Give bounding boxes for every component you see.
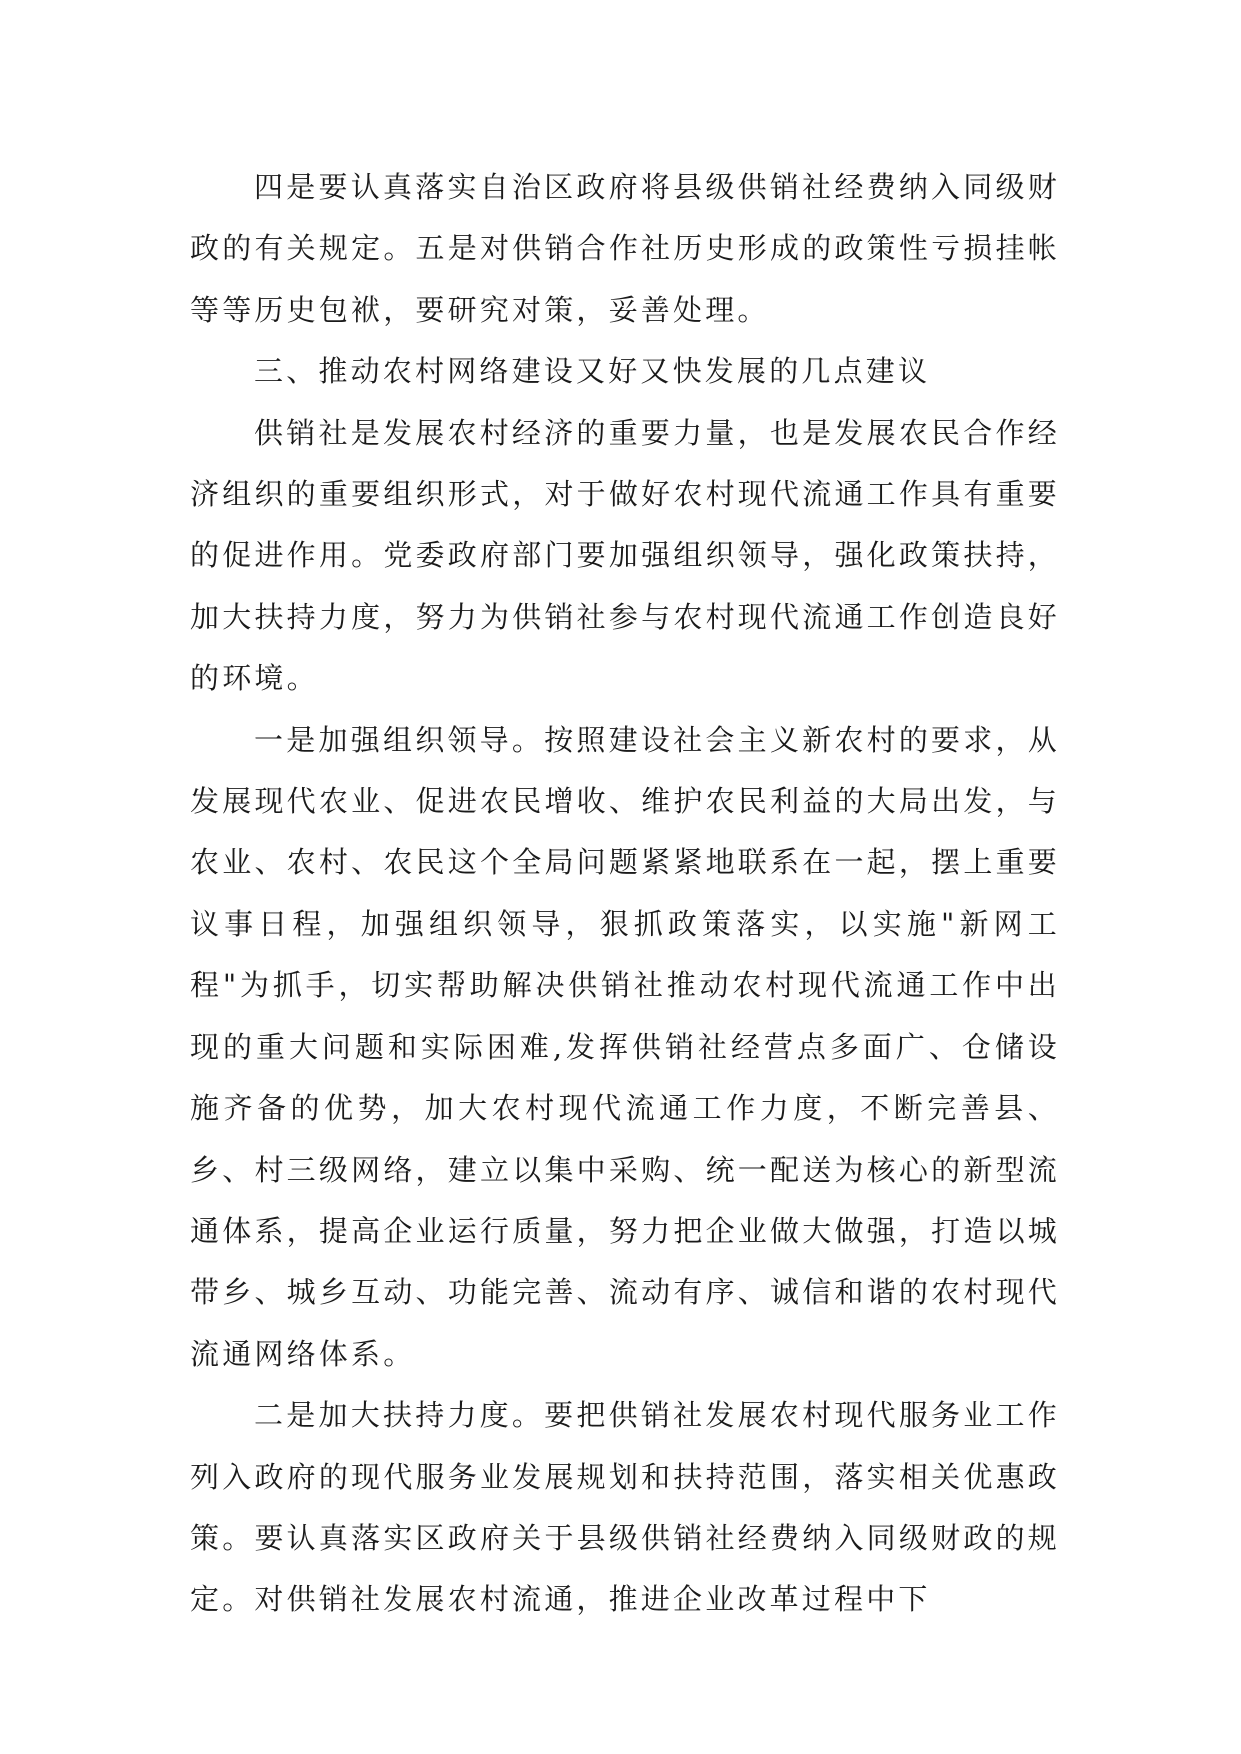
paragraph-overview: 供销社是发展农村经济的重要力量，也是发展农民合作经济组织的重要组织形式，对于做好农村现代流通工作具有重要的促进作用。党委政府部门要加强组织领导，强化政策扶持，加大扶持力度，努力为供销社参与农村现代流通工作创造良好的环境。	[190, 415, 1060, 696]
section-heading: 三、推动农村网络建设又好又快发展的几点建议	[254, 354, 931, 389]
paragraph-fiscal-provisions: 四是要认真落实自治区政府将县级供销社经费纳入同级财政的有关规定。五是对供销合作社历史形成的政策性亏损挂帐等等历史包袱，要研究对策，妥善处理。	[190, 170, 1060, 327]
paragraph-organizational-leadership: 一是加强组织领导。按照建设社会主义新农村的要求，从发展现代农业、促进农民增收、维护农民利益的大局出发，与农业、农村、农民这个全局问题紧紧地联系在一起，摆上重要议事日程，加强组织领导，狠抓政策落实，以实施"新网工程"为抓手，切实帮助解决供销社推动农村现代流通工作中出现的重大问题和实际困难,发挥供销社经营点多面广、仓储设施齐备的优势，加大农村现代流通工作力度，不断完善县、乡、村三级网络，建立以集中采购、统一配送为核心的新型流通体系，提高企业运行质量，努力把企业做大做强，打造以城带乡、城乡互动、功能完善、流动有序、诚信和谐的农村现代流通网络体系。	[190, 722, 1060, 1371]
document-body	[190, 157, 1060, 1631]
paragraph-support-intensity: 二是加大扶持力度。要把供销社发展农村现代服务业工作列入政府的现代服务业发展规划和扶持范围，落实相关优惠政策。要认真落实区政府关于县级供销社经费纳入同级财政的规定。对供销社发展农村流通，推进企业改革过程中下	[190, 1398, 1060, 1617]
